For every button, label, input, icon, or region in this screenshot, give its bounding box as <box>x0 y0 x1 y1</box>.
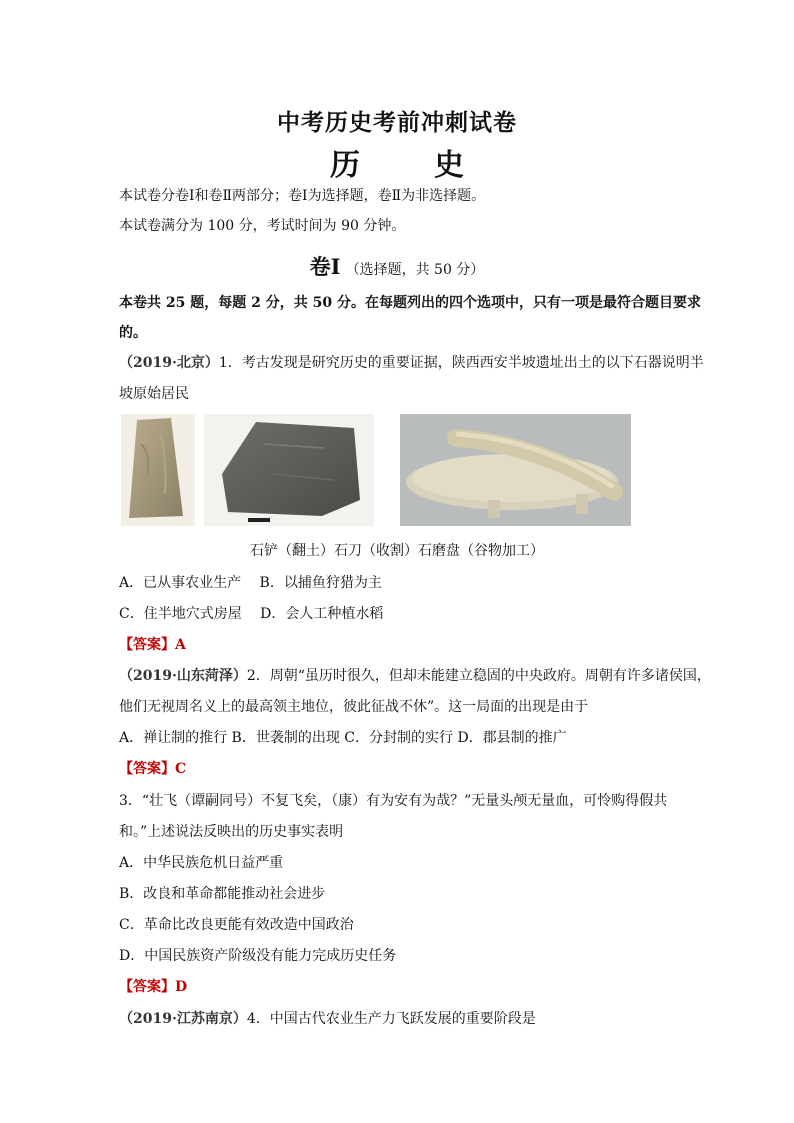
section-note: （选择题，共 50 分） <box>345 262 485 278</box>
question-1-source: （2019·北京） <box>119 355 219 371</box>
section-heading <box>0 251 794 281</box>
question-2-stem: 2．周朝“虽历时很久，但却未能建立稳固的中央政府。周朝有许多诸侯国， <box>246 668 711 684</box>
question-4-source: （2019·江苏南京） <box>119 1011 247 1027</box>
question-3-answer: 【答案】D <box>119 979 188 995</box>
image-caption: 石铲（翻土）石刀（收割）石磨盘（谷物加工） <box>250 543 544 559</box>
question-2-line-2: 他们无视周名义上的最高领主地位，彼此征战不休”。这一局面的出现是由于 <box>119 699 589 715</box>
question-2-options: A．禅让制的推行 B．世袭制的出现 C．分封制的实行 D．郡县制的推广 <box>119 730 567 746</box>
exam-title: 中考历史考前冲刺试卷 <box>277 109 517 136</box>
question-3-option-b: B．改良和革命都能推动社会进步 <box>119 886 326 902</box>
intro-line-2: 本试卷满分为 100 分，考试时间为 90 分钟。 <box>119 218 406 234</box>
question-3-line-1: 3．“壮飞（谭嗣同号）不复飞矣，（康）有为安有为哉？”无量头颅无量血，可怜购得假共 <box>119 793 668 809</box>
stone-spade-image <box>121 414 195 526</box>
question-3-option-c: C．革命比改良更能有效改造中国政治 <box>119 917 354 933</box>
section-title: 卷Ⅰ <box>309 254 341 279</box>
question-1-stem: 1．考古发现是研究历史的重要证据，陕西西安半坡遗址出土的以下石器说明半 <box>218 355 704 371</box>
question-1-line-1 <box>119 352 704 372</box>
question-4-stem: 4．中国古代农业生产力飞跃发展的重要阶段是 <box>246 1011 536 1027</box>
subject-title: 历 史 <box>330 148 486 183</box>
section-instruction-2: 的。 <box>119 325 147 341</box>
question-1-options-1: A．已从事农业生产 B．以捕鱼狩猎为主 <box>119 575 382 591</box>
question-3-line-2: 和。”上述说法反映出的历史事实表明 <box>119 824 344 840</box>
question-1-options-2: C．住半地穴式房屋 D．会人工种植水稻 <box>119 606 384 622</box>
question-2-source: （2019·山东菏泽） <box>119 668 247 684</box>
stone-knife-image <box>204 414 374 526</box>
section-instruction-1: 本卷共 25 题，每题 2 分，共 50 分。在每题列出的四个选项中，只有一项是最符合题目要求 <box>119 295 701 311</box>
question-3-option-a: A．中华民族危机日益严重 <box>119 855 284 871</box>
question-2-line-1 <box>119 665 711 685</box>
question-4-line-1 <box>119 1008 536 1028</box>
question-1-answer: 【答案】A <box>119 637 186 653</box>
question-3-option-d: D．中国民族资产阶级没有能力完成历史任务 <box>119 948 397 964</box>
intro-line-1: 本试卷分卷Ⅰ和卷Ⅱ两部分；卷Ⅰ为选择题，卷Ⅱ为非选择题。 <box>119 188 486 204</box>
grinding-slab-image <box>400 414 631 526</box>
question-2-answer: 【答案】C <box>119 761 187 777</box>
question-1-line-2: 坡原始居民 <box>119 386 189 402</box>
